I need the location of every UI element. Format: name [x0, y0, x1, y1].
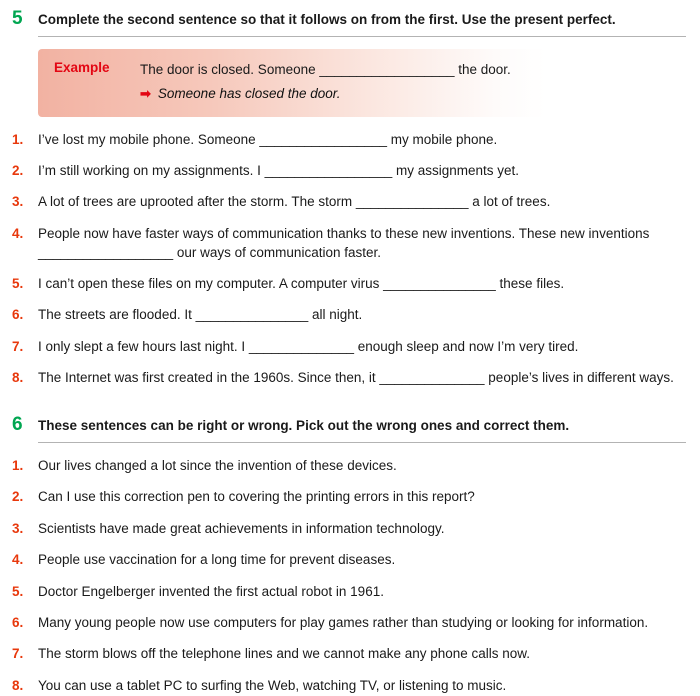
example-answer: Someone has closed the door. [157, 86, 341, 102]
item-text: Can I use this correction pen to covering the printing errors in this report? [38, 489, 475, 505]
item-number: 4. [12, 225, 24, 241]
item-text: The storm blows off the telephone lines and we cannot make any phone calls now. [38, 646, 531, 662]
item-number: 6. [12, 307, 24, 323]
item-text: Many young people now use computers for play games rather than studying or looking for information. [38, 614, 649, 630]
arrow-right-icon: ➡ [140, 86, 151, 102]
item-text: Scientists have made great achievements in information technology. [38, 520, 445, 536]
list-item [10, 369, 686, 388]
list-item [10, 520, 686, 539]
exercise-6 [10, 414, 686, 696]
item-number: 7. [12, 646, 24, 662]
item-text: You can use a tablet PC to surfing the Web, watching TV, or listening to music. [38, 677, 507, 693]
list-item [10, 131, 686, 150]
example-body [140, 60, 530, 105]
item-text: I’m still working on my assignments. I _________________ my assignments yet. [38, 162, 519, 178]
exercise-5-items [10, 131, 686, 389]
list-item [10, 306, 686, 325]
list-item [10, 338, 686, 357]
item-number: 1. [12, 131, 24, 147]
list-item [10, 645, 686, 664]
item-number: 1. [12, 458, 24, 474]
exercise-5-number: 5 [12, 8, 23, 29]
item-text: I’ve lost my mobile phone. Someone _________________ my mobile phone. [38, 131, 498, 147]
exercise-6-header [10, 414, 686, 436]
example-sentence: The door is closed. Someone __________________ the door. [140, 62, 511, 77]
list-item [10, 457, 686, 476]
list-item [10, 551, 686, 570]
divider [38, 442, 686, 443]
item-number: 8. [12, 370, 24, 386]
list-item [10, 488, 686, 507]
item-text: I can’t open these files on my computer. A computer virus _______________ these files. [38, 275, 565, 291]
item-text: People use vaccination for a long time for prevent diseases. [38, 552, 396, 568]
exercise-5-title: Complete the second sentence so that it follows on from the first. Use the present perfect. [38, 12, 616, 27]
list-item [10, 275, 686, 294]
item-number: 4. [12, 552, 24, 568]
item-text: Our lives changed a lot since the invention of these devices. [38, 458, 397, 474]
example-box [38, 49, 546, 117]
exercise-6-items [10, 457, 686, 696]
item-text: People now have faster ways of communication thanks to these new inventions. These new inventions __________________ our ways of communication faster. [38, 225, 650, 260]
item-text: The streets are flooded. It _______________ all night. [38, 307, 363, 323]
item-number: 7. [12, 338, 24, 354]
item-text: A lot of trees are uprooted after the storm. The storm _______________ a lot of trees. [38, 194, 551, 210]
example-answer-row [140, 84, 530, 104]
exercise-6-number: 6 [12, 414, 23, 436]
item-number: 5. [12, 275, 24, 291]
item-number: 3. [12, 520, 24, 536]
exercise-5 [10, 8, 686, 388]
list-item [10, 193, 686, 212]
list-item [10, 614, 686, 633]
item-number: 8. [12, 677, 24, 693]
item-text: The Internet was first created in the 1960s. Since then, it ______________ people’s lives in different ways. [38, 370, 674, 386]
list-item [10, 225, 686, 263]
divider [38, 36, 686, 37]
item-text: Doctor Engelberger invented the first actual robot in 1961. [38, 583, 384, 599]
item-text: I only slept a few hours last night. I ______________ enough sleep and now I’m very tired. [38, 338, 579, 354]
list-item [10, 677, 686, 696]
exercise-6-title: These sentences can be right or wrong. Pick out the wrong ones and correct them. [38, 418, 570, 434]
exercise-5-header [10, 8, 686, 30]
example-label: Example [54, 60, 110, 75]
item-number: 2. [12, 162, 24, 178]
item-number: 2. [12, 489, 24, 505]
item-number: 5. [12, 583, 24, 599]
list-item [10, 583, 686, 602]
item-number: 3. [12, 194, 24, 210]
item-number: 6. [12, 614, 24, 630]
list-item [10, 162, 686, 181]
